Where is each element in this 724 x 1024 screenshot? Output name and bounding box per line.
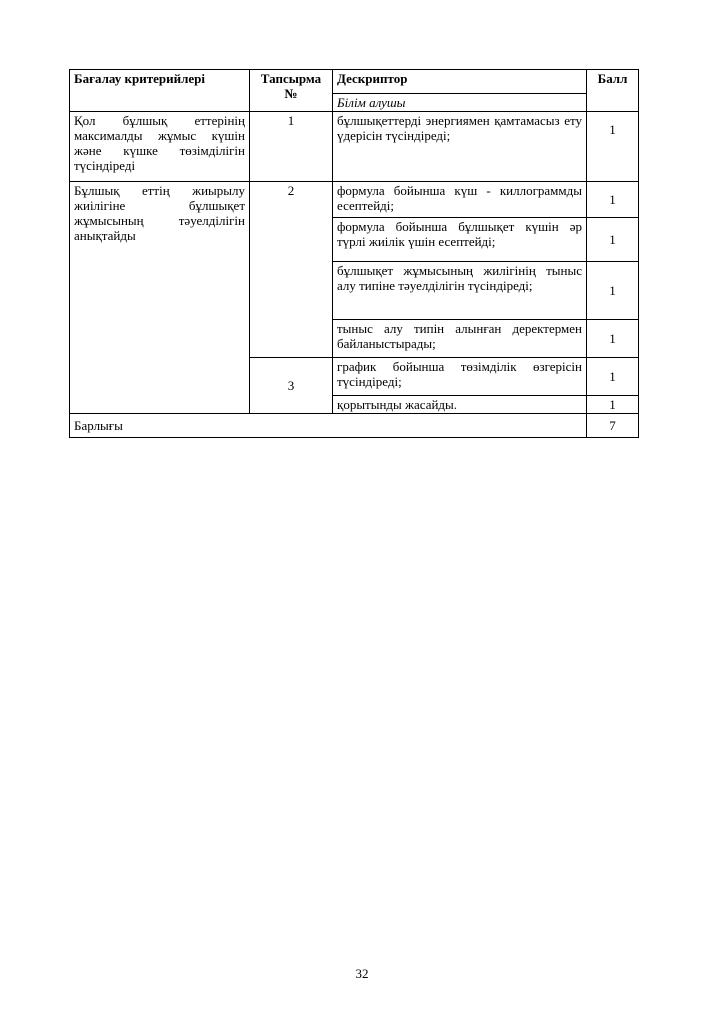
score-cell: 1 [587,358,639,396]
descriptor-cell: қорытынды жасайды. [333,396,587,414]
header-descriptor: Дескриптор [333,70,587,94]
task-number-cell: 1 [250,112,333,182]
score-cell: 1 [587,112,639,182]
criterion-cell: Бұлшық еттің жиырылу жиілігіне бұлшықет жұмысының тәуелділігін анықтайды [70,182,250,414]
header-descriptor-subheader: Білім алушы [333,94,587,112]
header-row [70,70,639,94]
header-task-line2: № [284,86,298,101]
page-number: 32 [355,966,369,981]
total-score: 7 [587,414,639,438]
descriptor-cell: формула бойынша бұлшықет күшін әр түрлі жиілік үшін есептейді; [333,218,587,262]
total-row [70,414,639,438]
header-criteria: Бағалау критерийлері [70,70,250,112]
header-task-line1: Тапсырма [260,71,322,86]
table-row [70,182,639,218]
task-number-cell: 2 [250,182,333,358]
descriptor-cell: формула бойынша күш - киллограммды есептейді; [333,182,587,218]
descriptor-cell: бұлшықет жұмысының жилігінің тыныс алу типіне тәуелділігін түсіндіреді; [333,262,587,320]
score-cell: 1 [587,262,639,320]
descriptor-cell: тыныс алу типін алынған деректермен байланыстырады; [333,320,587,358]
descriptor-cell: бұлшықеттерді энергиямен қамтамасыз ету үдерісін түсіндіреді; [333,112,587,182]
criterion-cell: Қол бұлшық еттерінің максималды жұмыс күшін және күшке төзімділігін түсіндіреді [70,112,250,182]
header-score: Балл [587,70,639,112]
task-number-cell: 3 [250,358,333,414]
score-cell: 1 [587,396,639,414]
score-cell: 1 [587,320,639,358]
score-cell: 1 [587,182,639,218]
descriptor-cell: график бойынша төзімділік өзгерісін түсіндіреді; [333,358,587,396]
assessment-rubric-table [69,69,639,438]
table-row [70,112,639,182]
header-task [250,70,333,112]
score-cell: 1 [587,218,639,262]
total-label: Барлығы [70,414,587,438]
